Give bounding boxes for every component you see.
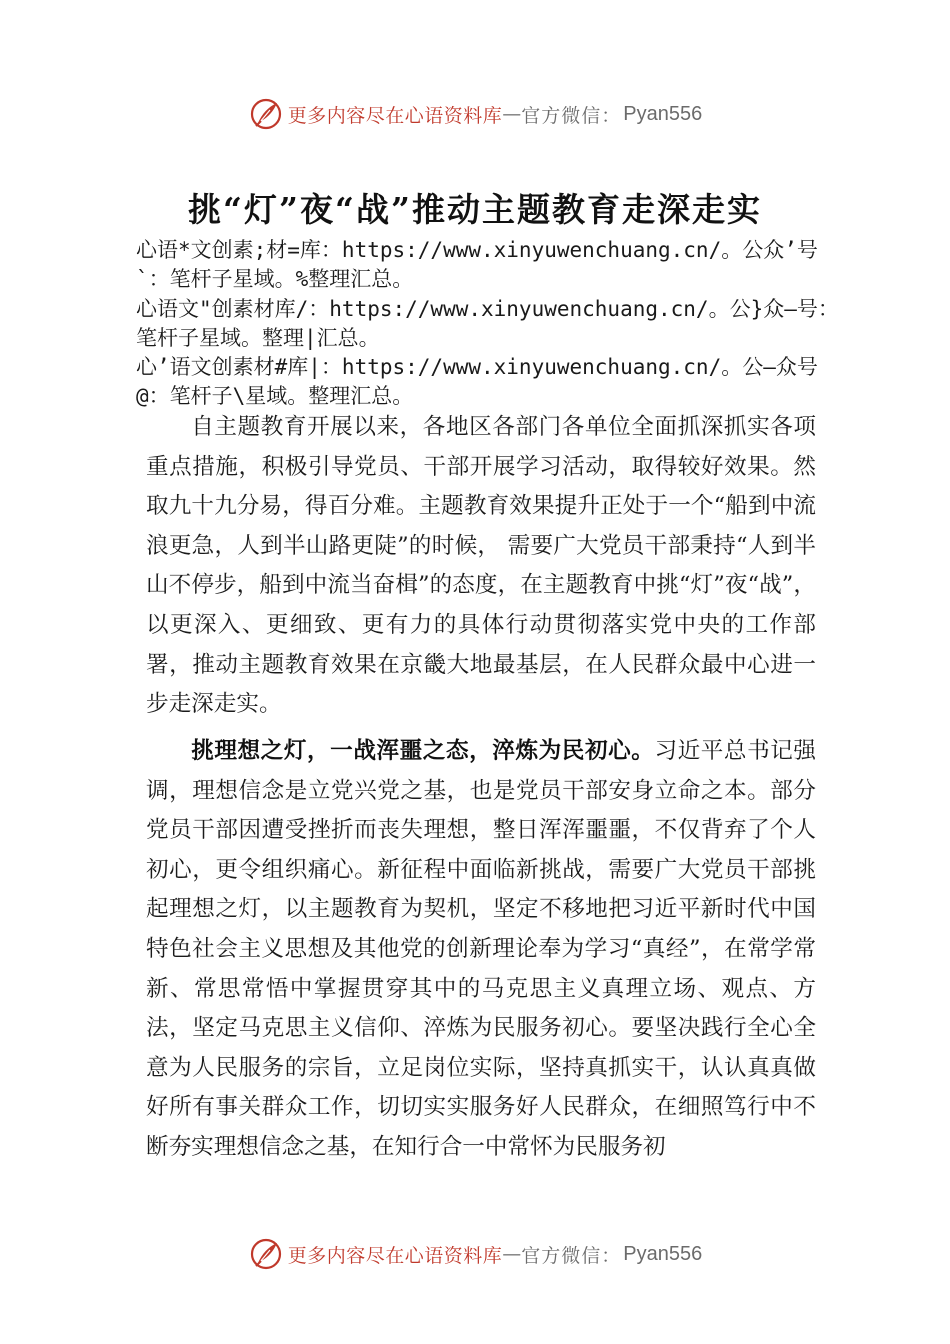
- footer-dash: —: [502, 1243, 522, 1265]
- body-paragraph-2: [146, 732, 816, 1168]
- source-line-3: 心’语文创素材#库|：https://www.xinyuwenchuang.cn/。公—众号@：笔杆子\星域。整理汇总。: [136, 355, 818, 409]
- banner-promo-text: 更多内容尽在心语资料库: [287, 104, 503, 127]
- feather-pen-logo-icon: [248, 1236, 284, 1272]
- footer-banner: [0, 1232, 950, 1276]
- footer-wechat-id: Pyan556: [623, 1242, 703, 1265]
- banner-dash: —: [502, 103, 522, 125]
- source-line-1: 心语*文创素;材=库：https://www.xinyuwenchuang.cn/。公众’号`：笔杆子星域。%整理汇总。: [136, 238, 818, 292]
- banner-wechat-id: Pyan556: [623, 102, 703, 125]
- body-paragraph-1: 自主题教育开展以来，各地区各部门各单位全面抓深抓实各项重点措施，积极引导党员、干部开展学习活动，取得较好效果。然取九十九分易，得百分难。主题教育效果提升正处于一个“船到中流浪更急，人到半山路更陡”的时候， 需要广大党员干部秉持“人到半山不停步，船到中流当奋楫”的态度，在主题教育中挑“灯”夜“战”，以更深入、更细致、更有力的具体行动贯彻落实党中央的工作部署，推动主题教育效果在京畿大地最基层，在人民群众最中心进一步走深走实。: [146, 414, 816, 718]
- banner-wechat-label: 官方微信：: [521, 104, 622, 127]
- source-line-2: 心语文"创素材库/：https://www.xinyuwenchuang.cn/。公}众—号：笔杆子星域。整理|汇总。: [136, 296, 839, 350]
- footer-wechat-label: 官方微信：: [521, 1244, 622, 1267]
- feather-pen-logo-icon: [248, 96, 284, 132]
- paragraph-lead-heading: 挑理想之灯，一战浑噩之态，淬炼为民初心。: [191, 738, 655, 764]
- footer-promo-text: 更多内容尽在心语资料库: [287, 1244, 503, 1267]
- paragraph-2-body: 习近平总书记强调，理想信念是立党兴党之基，也是党员干部安身立命之本。部分党员干部因遭受挫折而丧失理想，整日浑浑噩噩，不仅背弃了个人初心，更令组织痛心。新征程中面临新挑战，需要广大党员干部挑起理想之灯，以主题教育为契机，坚定不移地把习近平新时代中国特色社会主义思想及其他党的创新理论奉为学习“真经”，在常学常新、常思常悟中掌握贯穿其中的马克思主义真理立场、观点、方法，坚定马克思主义信仰、淬炼为民服务初心。要坚决践行全心全意为人民服务的宗旨，立足岗位实际，坚持真抓实干，认认真真做好所有事关群众工作，切切实实服务好人民群众，在细照笃行中不断夯实理想信念之基，在知行合一中常怀为民服务初: [146, 738, 817, 1160]
- header-banner: [0, 92, 950, 136]
- source-notes: [136, 236, 840, 412]
- document-title: 挑“灯”夜“战”推动主题教育走深走实: [188, 190, 762, 229]
